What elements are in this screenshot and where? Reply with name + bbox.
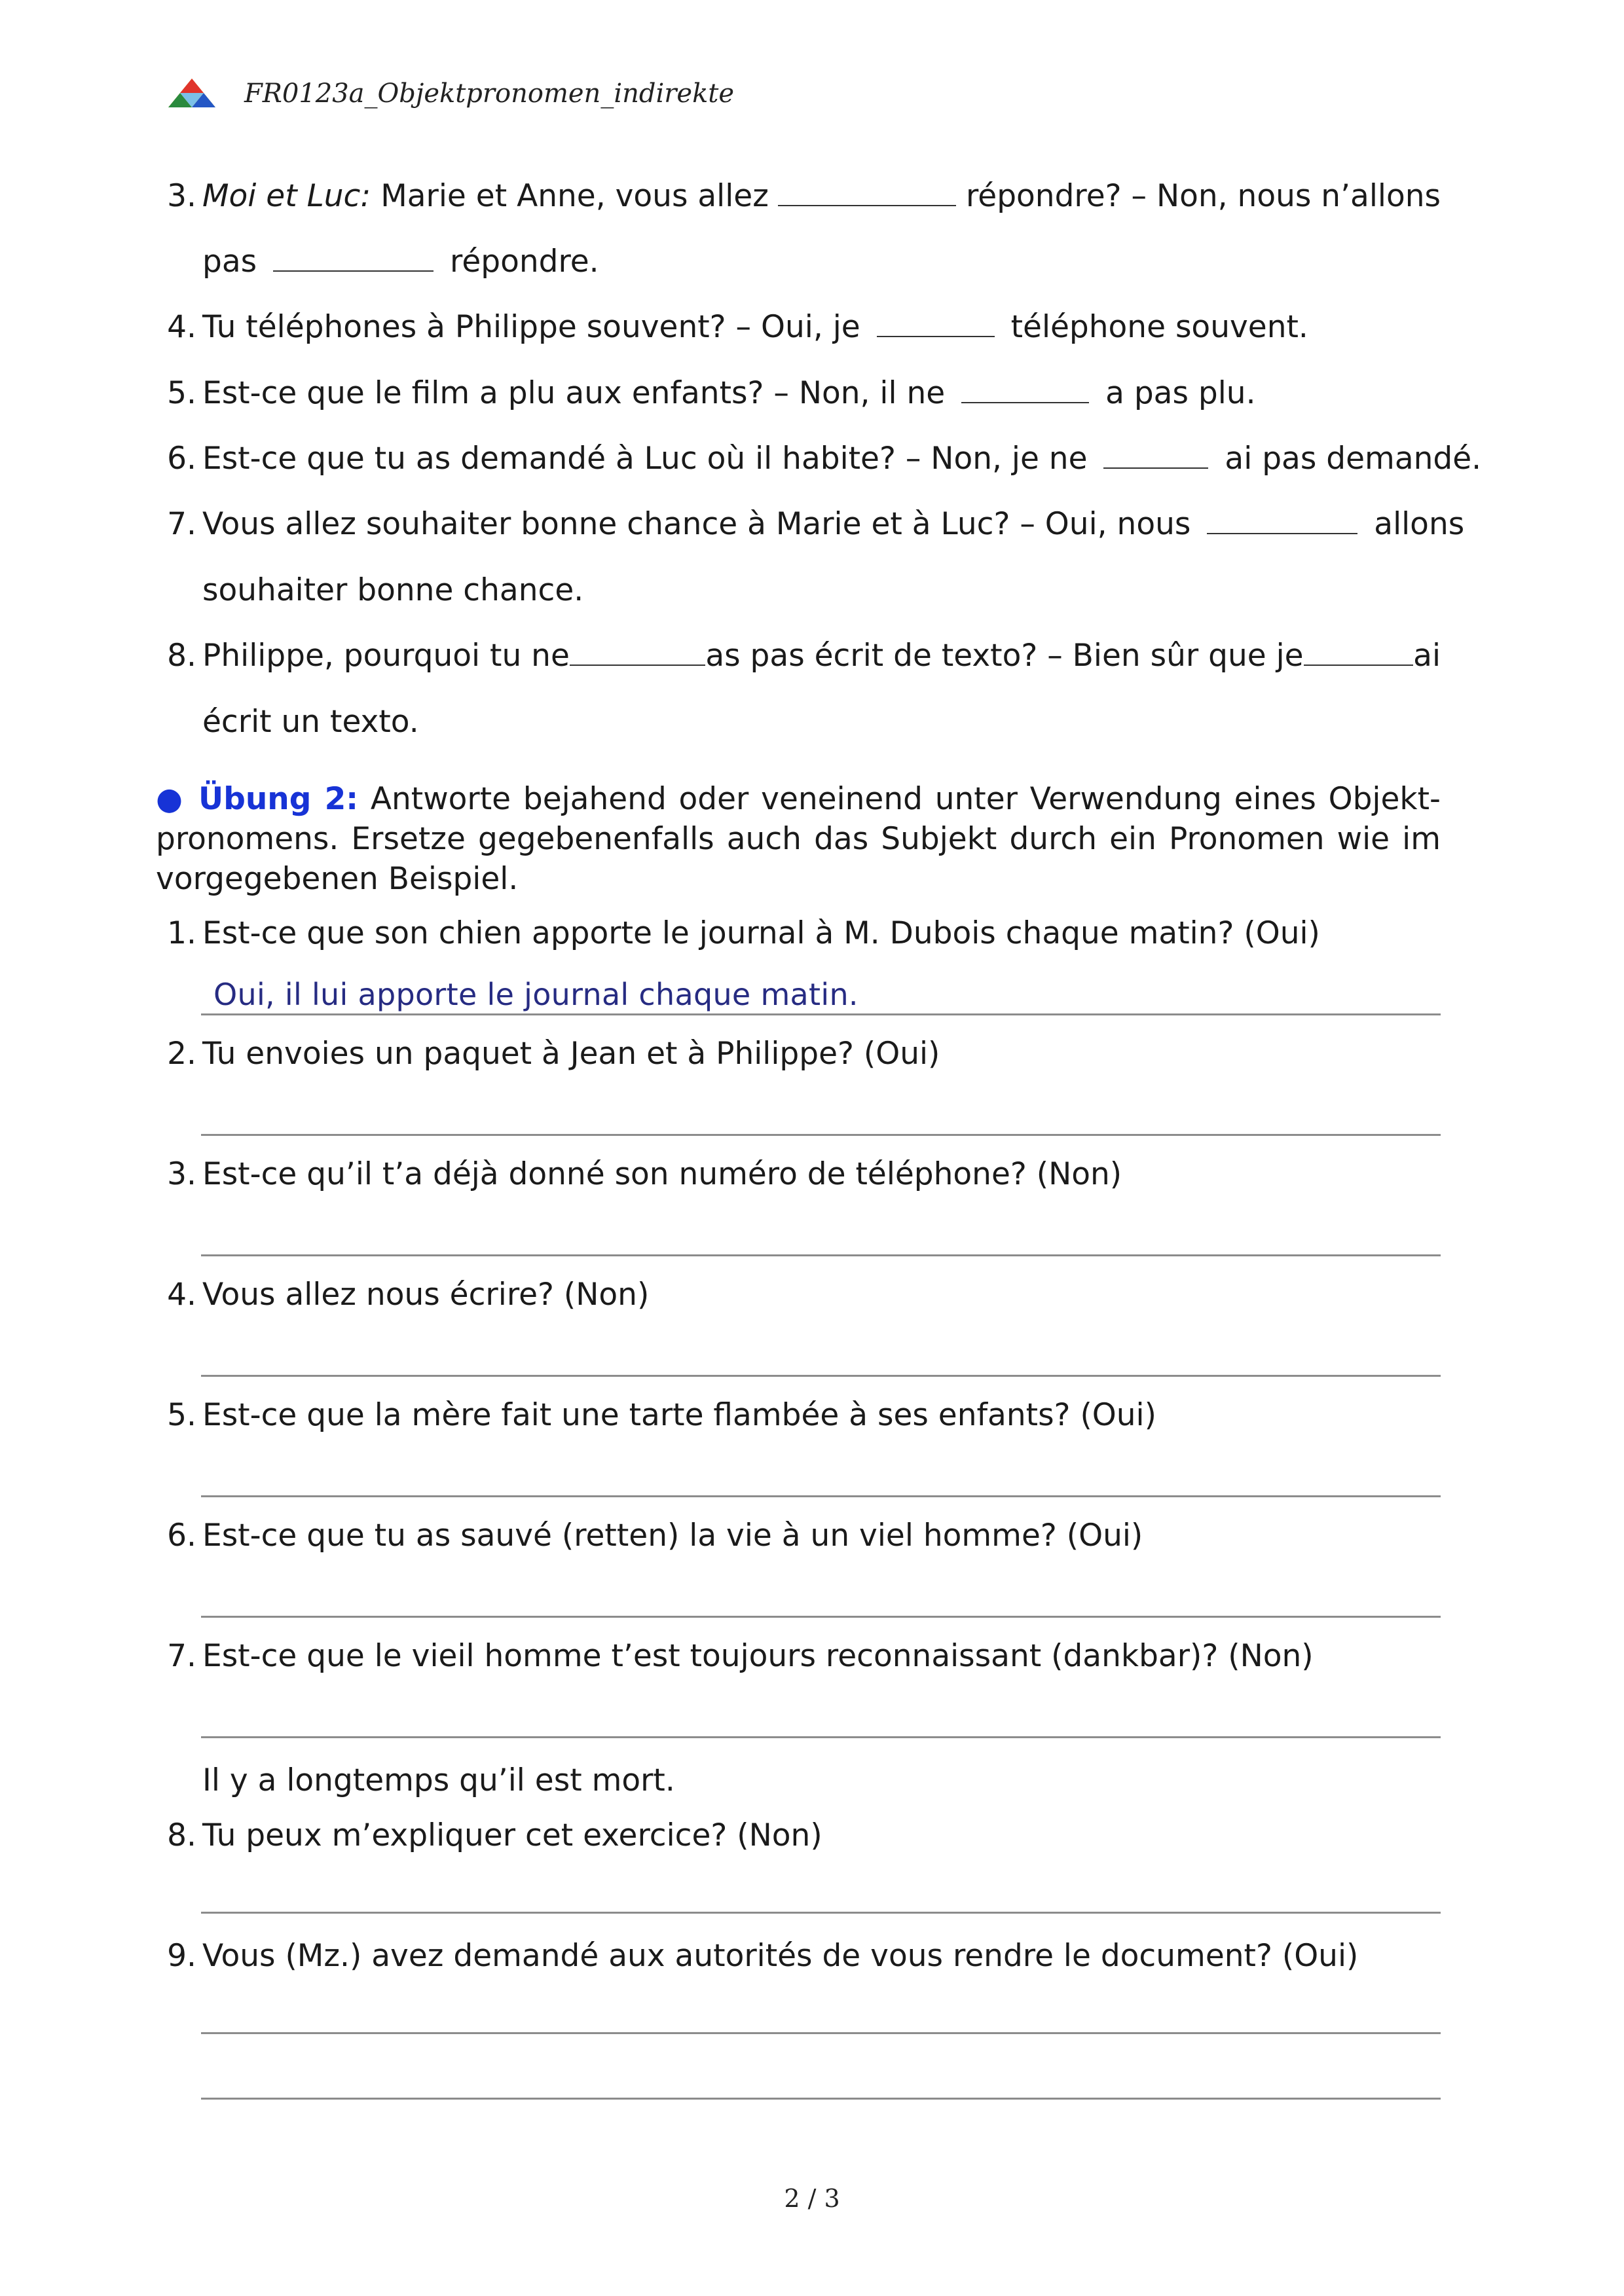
item-text: a pas plu.	[1105, 375, 1256, 411]
question-text: Tu envoies un paquet à Jean et à Philippe? (Oui)	[202, 1036, 940, 1072]
speaker-label: Moi et Luc:	[202, 178, 371, 214]
question-number: 4.	[167, 1277, 196, 1313]
answer-line[interactable]	[201, 2098, 1441, 2100]
item-text: allons	[1374, 506, 1465, 542]
item-text: Marie et Anne, vous allez	[380, 178, 769, 214]
answer-line[interactable]	[201, 1254, 1441, 1256]
answer-line[interactable]	[201, 1736, 1441, 1738]
answer-line[interactable]	[201, 1912, 1441, 1914]
answer-line[interactable]	[201, 1375, 1441, 1377]
exercise-2-instructions	[156, 779, 1441, 899]
item-text: téléphone souvent.	[1010, 309, 1308, 345]
instruction-text: Antworte bejahend oder veneinend unter Verwendung eines Objektpronomens. Ersetze gegebenenfalls auch das Subjekt durch ein Pronomen wie im vorgegebenen Beispiel.	[156, 781, 1441, 897]
question-number: 9.	[167, 1938, 196, 1974]
item-text: Philippe, pourquoi tu ne	[202, 638, 570, 674]
question-number: 1.	[167, 915, 196, 951]
item-text: Est-ce que le film a plu aux enfants? – Non, il ne	[202, 375, 946, 411]
fill-in-blank[interactable]	[273, 270, 434, 272]
question-text: Tu peux m’expliquer cet exercice? (Non)	[202, 1817, 822, 1853]
question-number: 7.	[167, 1638, 196, 1674]
item-number: 6.	[167, 441, 196, 477]
fill-in-blank[interactable]	[1207, 532, 1357, 534]
fill-in-blank[interactable]	[1304, 664, 1414, 666]
page-header	[167, 71, 734, 117]
question-text: Est-ce que son chien apporte le journal à M. Dubois chaque matin? (Oui)	[202, 915, 1320, 951]
exercise-label: ● Übung 2:	[156, 781, 359, 817]
item-number: 5.	[167, 375, 196, 411]
item-text: Vous allez souhaiter bonne chance à Marie et à Luc? – Oui, nous	[202, 506, 1191, 542]
question-text: Vous (Mz.) avez demandé aux autorités de vous rendre le document? (Oui)	[202, 1938, 1359, 1974]
item-text: répondre.	[450, 244, 599, 280]
question-text: Est-ce que la mère fait une tarte flambée à ses enfants? (Oui)	[202, 1397, 1156, 1433]
item-text: ai	[1413, 638, 1441, 674]
fill-in-blank[interactable]	[778, 204, 956, 206]
document-title: FR0123a_Objektpronomen_indirekte	[244, 79, 735, 109]
question-number: 8.	[167, 1817, 196, 1853]
answer-line[interactable]	[201, 1616, 1441, 1618]
item-text: écrit un texto.	[202, 704, 419, 740]
item-number: 4.	[167, 309, 196, 345]
item-number: 3.	[167, 178, 196, 214]
item-text: pas	[202, 244, 257, 280]
item-text: Est-ce que tu as demandé à Luc où il habite? – Non, je ne	[202, 441, 1088, 477]
answer-line[interactable]	[201, 1013, 1441, 1015]
answer-line[interactable]	[201, 1134, 1441, 1136]
item-text: ai pas demandé.	[1225, 441, 1482, 477]
question-number: 3.	[167, 1156, 196, 1192]
question-text: Vous allez nous écrire? (Non)	[202, 1277, 650, 1313]
fill-in-blank[interactable]	[961, 401, 1089, 403]
fill-in-blank[interactable]	[877, 335, 995, 337]
question-number: 5.	[167, 1397, 196, 1433]
answer-line[interactable]	[201, 1495, 1441, 1497]
item-text: répondre? – Non, nous n’allons	[966, 178, 1441, 214]
question-text: Est-ce que tu as sauvé (retten) la vie à un viel homme? (Oui)	[202, 1518, 1143, 1554]
question-text: Est-ce que le vieil homme t’est toujours reconnaissant (dankbar)? (Non)	[202, 1638, 1314, 1674]
colorful-triangle-logo-icon	[167, 77, 217, 110]
question-number: 2.	[167, 1036, 196, 1072]
fill-in-blank[interactable]	[1103, 467, 1208, 469]
item-text: Tu téléphones à Philippe souvent? – Oui, je	[202, 309, 860, 345]
item-number: 7.	[167, 506, 196, 542]
item-text: as pas écrit de texto? – Bien sûr que je	[705, 638, 1304, 674]
question-number: 6.	[167, 1518, 196, 1554]
fill-in-blank[interactable]	[570, 664, 705, 666]
note-text: Il y a longtemps qu’il est mort.	[202, 1762, 675, 1798]
page-number: 2 / 3	[784, 2184, 840, 2213]
item-number: 8.	[167, 638, 196, 674]
question-text: Est-ce qu’il t’a déjà donné son numéro de téléphone? (Non)	[202, 1156, 1122, 1192]
answer-line[interactable]	[201, 2032, 1441, 2034]
item-text: souhaiter bonne chance.	[202, 572, 584, 608]
example-answer: Oui, il lui apporte le journal chaque matin.	[213, 977, 858, 1012]
